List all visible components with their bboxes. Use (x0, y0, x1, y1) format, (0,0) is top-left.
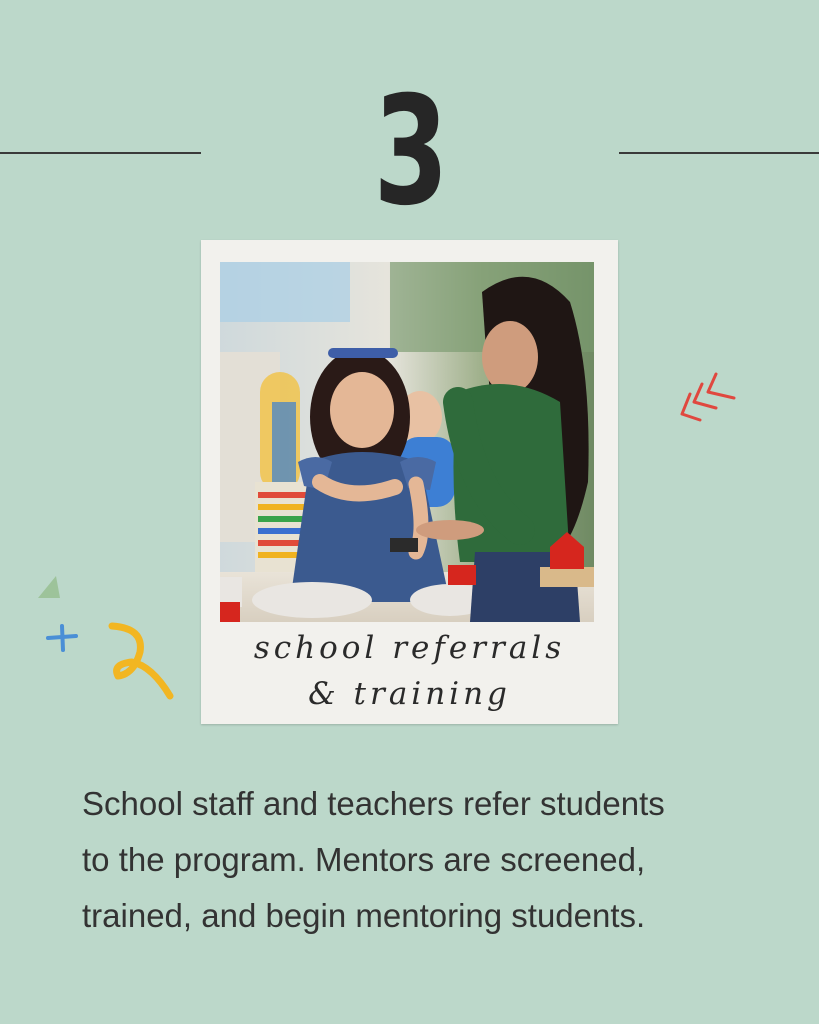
plus-icon (44, 622, 80, 654)
chevron-double-icon (676, 368, 738, 428)
squiggle-icon (104, 614, 178, 706)
photo-illustration (220, 262, 594, 622)
description-line-3: trained, and begin mentoring students. (82, 897, 646, 934)
triangle-icon (34, 572, 64, 602)
step-number: 3 (373, 65, 446, 239)
description-line-1: School staff and teachers refer students (82, 785, 665, 822)
classroom-photo (220, 262, 594, 622)
caption-line-2: & training (308, 676, 511, 712)
photo-caption (201, 625, 618, 717)
description-line-2: to the program. Mentors are screened, (82, 841, 646, 878)
step-description (82, 776, 762, 944)
caption-line-1: school referrals (253, 630, 566, 666)
polaroid-card (201, 240, 618, 724)
